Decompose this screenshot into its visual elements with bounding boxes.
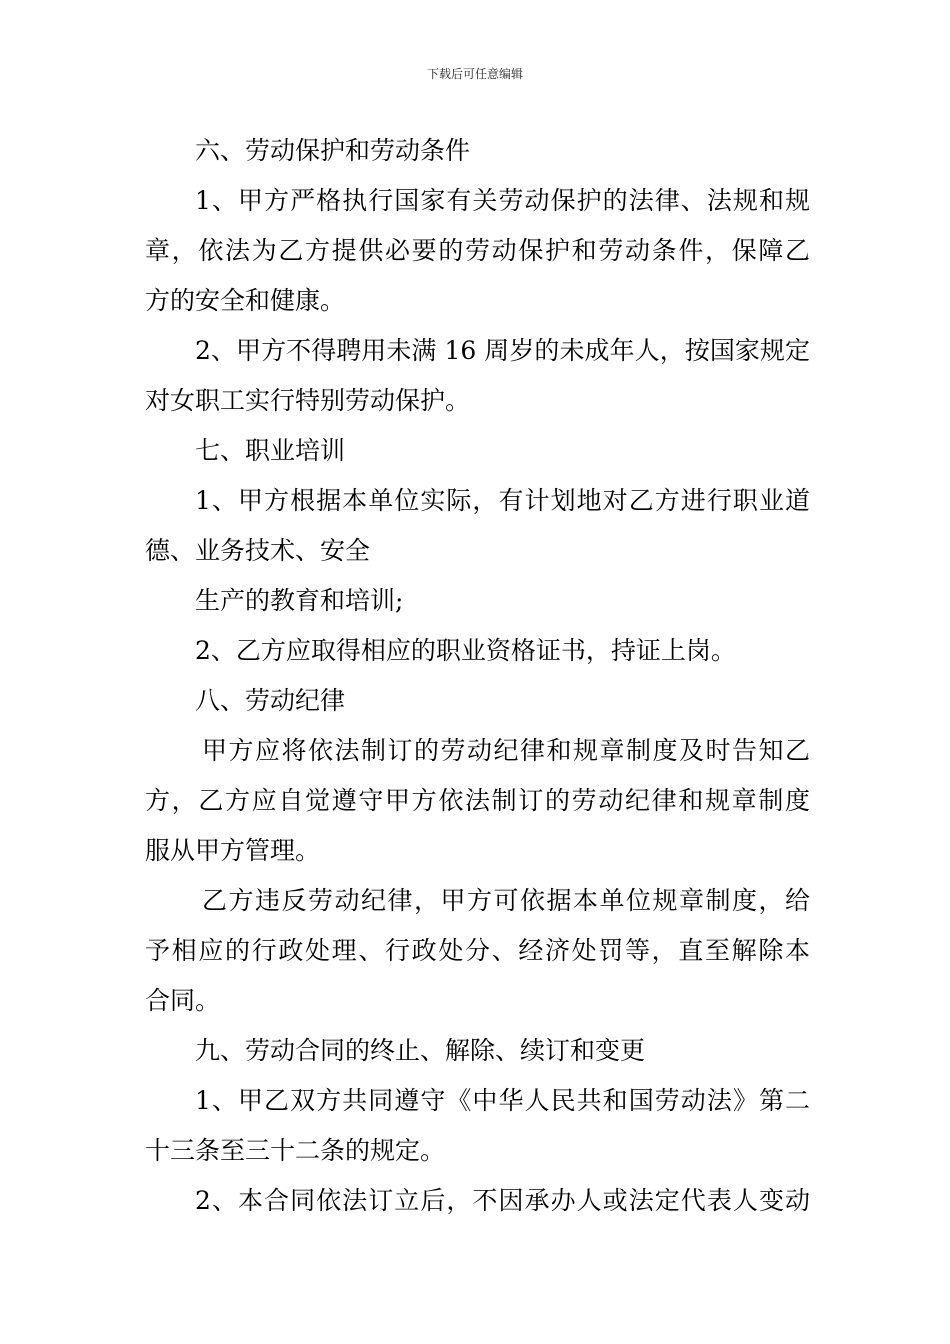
text-line: 甲方应将依法制订的劳动纪律和规章制度及时告知乙 xyxy=(202,736,810,765)
text-line: 1、甲方严格执行国家有关劳动保护的法律、法规和规 xyxy=(195,186,810,215)
text-line: 德、业务技术、安全 xyxy=(145,536,371,565)
text-line: 方的安全和健康。 xyxy=(145,286,346,315)
page-header: 下载后可任意编辑 xyxy=(426,67,523,81)
text-line: 十三条至三十二条的规定。 xyxy=(145,1136,446,1165)
text-line: 1、甲乙双方共同遵守《中华人民共和国劳动法》第二 xyxy=(195,1086,810,1115)
text-line: 服从甲方管理。 xyxy=(145,836,321,865)
text-line: 六、劳动保护和劳动条件 xyxy=(195,136,471,165)
text-line: 对女职工实行特别劳动保护。 xyxy=(145,386,471,415)
text-line: 2、甲方不得聘用未满 16 周岁的未成年人，按国家规定 xyxy=(195,336,810,365)
text-line: 章，依法为乙方提供必要的劳动保护和劳动条件，保障乙 xyxy=(145,236,810,265)
text-line: 八、劳动纪律 xyxy=(195,686,346,715)
text-line: 2、乙方应取得相应的职业资格证书，持证上岗。 xyxy=(195,636,736,665)
document-body xyxy=(145,126,810,1226)
text-line: 乙方违反劳动纪律，甲方可依据本单位规章制度，给 xyxy=(202,886,810,915)
text-line: 九、劳动合同的终止、解除、续订和变更 xyxy=(195,1036,646,1065)
text-line: 2、本合同依法订立后，不因承办人或法定代表人变动 xyxy=(195,1186,810,1215)
text-line: 予相应的行政处理、行政处分、经济处罚等，直至解除本 xyxy=(145,936,810,965)
text-line: 1、甲方根据本单位实际，有计划地对乙方进行职业道 xyxy=(195,486,810,515)
text-line: 合同。 xyxy=(145,986,221,1015)
text-line: 方，乙方应自觉遵守甲方依法制订的劳动纪律和规章制度 xyxy=(145,786,810,815)
text-line: 生产的教育和培训; xyxy=(195,586,404,615)
text-line: 七、职业培训 xyxy=(195,436,346,465)
